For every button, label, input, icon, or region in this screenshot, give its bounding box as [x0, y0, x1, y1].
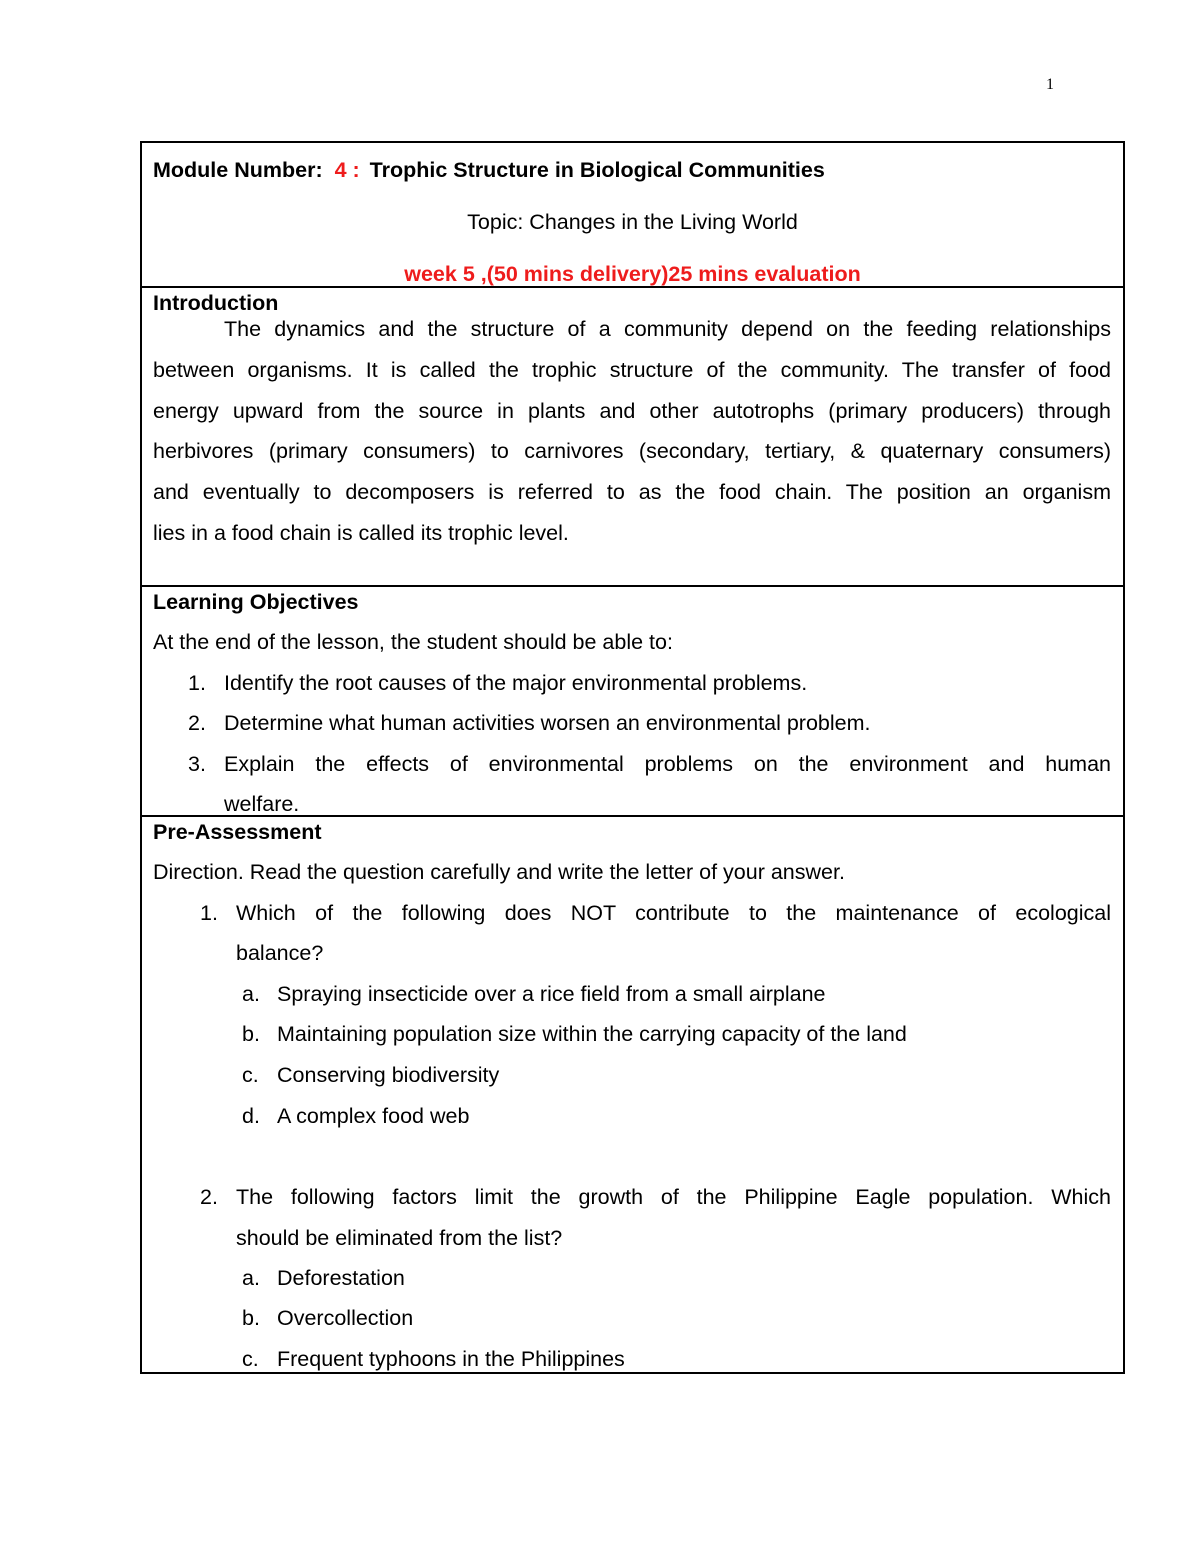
- schedule-line: week 5 ,(50 mins delivery)25 mins evaluation: [404, 262, 861, 286]
- choice-letter: a.: [242, 982, 260, 1006]
- objective-item: Determine what human activities worsen an environmental problem.: [224, 711, 871, 735]
- module-number: 4 :: [334, 158, 360, 182]
- module-table: [140, 141, 1125, 1374]
- module-title-line: [153, 158, 825, 183]
- learning-objectives-section: [142, 587, 1123, 817]
- pre-assessment-direction: Direction. Read the question carefully and write the letter of your answer.: [153, 860, 845, 884]
- choice-text: Overcollection: [277, 1306, 414, 1330]
- pre-assessment-section: [142, 817, 1123, 1372]
- module-number-label: Module Number:: [153, 158, 323, 182]
- choice-text: A complex food web: [277, 1104, 470, 1128]
- objective-number: 3.: [188, 752, 206, 776]
- choice-text: Conserving biodiversity: [277, 1063, 500, 1087]
- choice-letter: a.: [242, 1266, 260, 1290]
- choice-text: Frequent typhoons in the Philippines: [277, 1347, 625, 1371]
- objectives-intro: At the end of the lesson, the student should be able to:: [153, 630, 673, 654]
- introduction-line: lies in a food chain is called its trophic level.: [153, 521, 569, 545]
- objective-item: Identify the root causes of the major environmental problems.: [224, 671, 808, 695]
- question-number: 1.: [200, 901, 218, 925]
- question-number: 2.: [200, 1185, 218, 1209]
- introduction-line: energy upward from the source in plants and other autotrophs (primary producers) through: [153, 399, 1111, 423]
- introduction-line: between organisms. It is called the trophic structure of the community. The transfer of food: [153, 358, 1111, 382]
- page-number: 1: [1046, 76, 1054, 93]
- module-title: Trophic Structure in Biological Communities: [369, 158, 825, 182]
- choice-letter: b.: [242, 1306, 260, 1330]
- objective-item: Explain the effects of environmental problems on the environment and human: [224, 752, 1111, 776]
- question-text-continued: should be eliminated from the list?: [236, 1226, 563, 1250]
- introduction-heading: Introduction: [153, 291, 279, 315]
- question-text: The following factors limit the growth of the Philippine Eagle population. Which: [236, 1185, 1111, 1209]
- introduction-line: herbivores (primary consumers) to carnivores (secondary, tertiary, & quaternary consumers): [153, 439, 1111, 463]
- introduction-line: The dynamics and the structure of a community depend on the feeding relationships: [224, 317, 1111, 341]
- question-text: Which of the following does NOT contribute to the maintenance of ecological: [236, 901, 1111, 925]
- choice-letter: d.: [242, 1104, 260, 1128]
- question-text-continued: balance?: [236, 941, 324, 965]
- objective-number: 1.: [188, 671, 206, 695]
- choice-letter: c.: [242, 1063, 259, 1087]
- choice-text: Deforestation: [277, 1266, 405, 1290]
- choice-text: Spraying insecticide over a rice field from a small airplane: [277, 982, 826, 1006]
- learning-objectives-heading: Learning Objectives: [153, 590, 359, 614]
- choice-letter: b.: [242, 1022, 260, 1046]
- module-header-section: [142, 143, 1123, 288]
- introduction-section: [142, 288, 1123, 587]
- choice-text: Maintaining population size within the carrying capacity of the land: [277, 1022, 907, 1046]
- choice-letter: c.: [242, 1347, 259, 1371]
- objective-number: 2.: [188, 711, 206, 735]
- introduction-line: and eventually to decomposers is referred to as the food chain. The position an organism: [153, 480, 1111, 504]
- pre-assessment-heading: Pre-Assessment: [153, 820, 322, 844]
- objective-item-continued: welfare.: [224, 792, 300, 816]
- topic-line: Topic: Changes in the Living World: [467, 210, 798, 234]
